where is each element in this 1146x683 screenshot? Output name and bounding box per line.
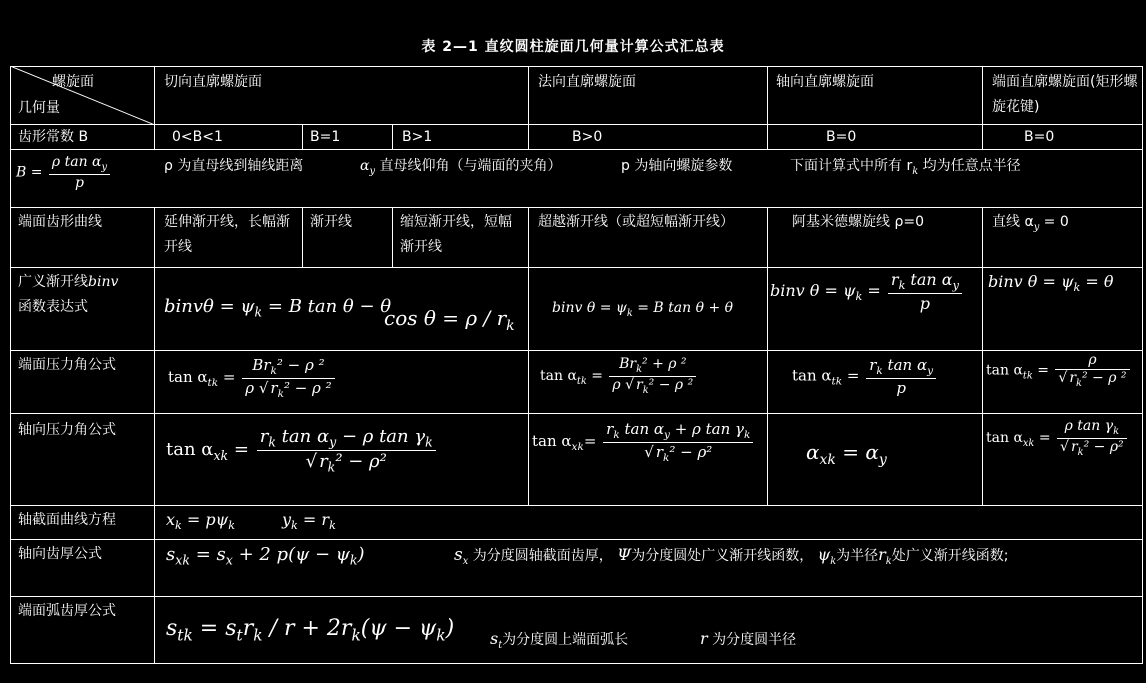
header-col-tangent: 切向直廓螺旋面 — [164, 74, 262, 90]
b-def-num-sub: y — [101, 161, 108, 173]
row-label-binv: 广义渐开线binv 函数表达式 — [18, 274, 119, 315]
vline-right — [1142, 66, 1143, 664]
row-label-axial-thickness: 轴向齿厚公式 — [18, 546, 102, 562]
profile-c3: 阿基米德螺旋线 ρ=0 — [792, 214, 924, 230]
axial-pressure-c2: $\tan \alpha_{xk}=$ $\frac{r_k \tan \alpha_y + \rho \tan \gamma_k}{√ r_k^2 - \rho^2}$ — [532, 420, 755, 464]
profile-c1c: 缩短渐开线，短幅渐开线 — [400, 214, 512, 255]
axial-thickness-desc: $s_x$ 为分度圆轴截面齿厚， Ψ为分度圆处广义渐开线函数， $\psi_k$为半径$r_k$处广义渐开线函数; — [454, 545, 1009, 567]
arc-thickness-formula: $s_{tk} = s_tr_k / r + 2r_k(\psi - \psi_k)$ — [166, 616, 455, 645]
header-col-end: 端面直廓螺旋面(矩形螺旋花键) — [992, 74, 1138, 115]
vline — [528, 207, 529, 505]
end-pressure-c4: $\tan \alpha_{tk}$ = $\frac{\rho}{√ r_k^2 - \rho ^2}$ — [986, 352, 1132, 389]
profile-c1b: 渐开线 — [310, 214, 352, 230]
vline — [392, 207, 393, 267]
end-pressure-c3: $\tan \alpha_{tk}$ = $\frac{r_k \tan \alpha_y}{p}$ — [792, 356, 938, 397]
b-const-c4: B=0 — [1024, 129, 1055, 145]
vline — [302, 124, 303, 149]
b-def-formula — [16, 154, 112, 191]
binv-c1-cos: $\cos \theta = \rho / r_k$ — [384, 306, 515, 334]
hline-top — [10, 66, 1143, 67]
header-diag-top: 螺旋面 — [52, 74, 94, 90]
vline — [528, 66, 529, 149]
vline — [154, 207, 155, 664]
vline — [982, 66, 983, 149]
b-def-den: p — [75, 174, 84, 191]
b-def-num: ρ tan α — [51, 154, 102, 170]
axial-thickness-formula: $s_{xk} = s_x + 2$ $p(\psi - \psi_k)$ — [166, 544, 365, 568]
vline — [392, 124, 393, 149]
axial-curve-x: $x_k = p\psi_k$ — [166, 510, 235, 533]
vline — [767, 207, 768, 505]
row-label-b-const: 齿形常数 B — [18, 129, 89, 145]
header-diag-bottom: 几何量 — [18, 100, 60, 116]
hline — [10, 505, 1143, 506]
row-label-axial-curve: 轴截面曲线方程 — [18, 512, 116, 528]
header-col-normal: 法向直廓螺旋面 — [538, 74, 636, 90]
binv-c2-formula: binv $\theta = \psi_k = B$ tan θ + θ — [552, 300, 734, 319]
b-def-desc-rk: 下面计算式中所有 $r_k$ 均为任意点半径 — [790, 158, 1021, 177]
hline-bottom — [10, 663, 1143, 664]
vline — [767, 66, 768, 149]
hline — [10, 413, 1143, 414]
row-label-profile: 端面齿形曲线 — [18, 214, 102, 230]
table-title: 表 2—1 直纹圆柱旋面几何量计算公式汇总表 — [421, 39, 725, 55]
end-pressure-c2: $\tan \alpha_{tk}$ = $\frac{Br_k^2 + \rho ^2}{\rho √ r_k^2 - \rho ^2}$ — [540, 356, 698, 396]
vline — [982, 207, 983, 505]
hline — [10, 350, 1143, 351]
b-def-desc-alpha: $\alpha_y$ 直母线仰角（与端面的夹角） — [360, 158, 562, 177]
b-const-c1c: B>1 — [402, 129, 433, 145]
b-const-c2: B>0 — [572, 129, 603, 145]
profile-c4: 直线 $\alpha_y = 0$ — [992, 214, 1069, 233]
arc-thickness-desc-r: r 为分度圆半径 — [700, 629, 797, 648]
vline — [302, 207, 303, 267]
profile-c2: 超越渐开线（或超短幅渐开线） — [538, 214, 734, 230]
b-const-c1a: 0<B<1 — [172, 129, 223, 145]
profile-c1a: 延伸渐开线，长幅渐开线 — [164, 214, 290, 255]
binv-c4-formula: binv $\theta = \psi_k = \theta$ — [988, 272, 1114, 295]
hline — [10, 596, 1143, 597]
row-label-end-pressure: 端面压力角公式 — [18, 357, 116, 373]
row-label-arc-thickness: 端面弧齿厚公式 — [18, 603, 116, 619]
end-pressure-c1: $\tan \alpha_{tk}$ = $\frac{Br_k^2 - \rho ^2}{\rho √ r_k^2 - \rho ^2}$ — [168, 356, 337, 400]
b-def-desc-rho: ρ 为直母线到轴线距离 — [164, 158, 304, 174]
b-def-fraction — [49, 154, 110, 191]
hline — [10, 539, 1143, 540]
b-const-c1b: B=1 — [310, 129, 341, 145]
b-const-c3: B=0 — [826, 129, 857, 145]
vline-left — [10, 66, 11, 664]
hline — [10, 207, 1143, 208]
row-label-axial-pressure: 轴向压力角公式 — [18, 422, 116, 438]
axial-pressure-c3: $\alpha_{xk} = \alpha_y$ — [806, 440, 887, 468]
binv-c3-formula: binv $\theta = \psi_k$ = $\frac{r_k \tan \alpha_y}{p}$ — [770, 270, 964, 313]
hline — [10, 267, 1143, 268]
arc-thickness-desc-s: $s_t$为分度圆上端面弧长 — [490, 629, 629, 651]
axial-pressure-c1: $\tan \alpha_{xk}$ = $\frac{r_k \tan \alpha_y - \rho \tan \gamma_k}{√ r_k^2 - \rho^2}$ — [166, 426, 438, 474]
header-col-axial: 轴向直廓螺旋面 — [776, 74, 874, 90]
b-def-desc-p: p 为轴向螺旋参数 — [621, 158, 733, 174]
b-def-lhs: B = — [16, 164, 43, 181]
axial-pressure-c4: $\tan \alpha_{xk}$ = $\frac{\rho \tan \gamma_k}{√ r_k^2 - \rho^2}$ — [986, 418, 1129, 458]
binv-c1-formula: binvθ = $\psi_k = B$ tan θ − θ — [164, 296, 392, 320]
axial-curve-y: $y_k = r_k$ — [282, 510, 336, 533]
